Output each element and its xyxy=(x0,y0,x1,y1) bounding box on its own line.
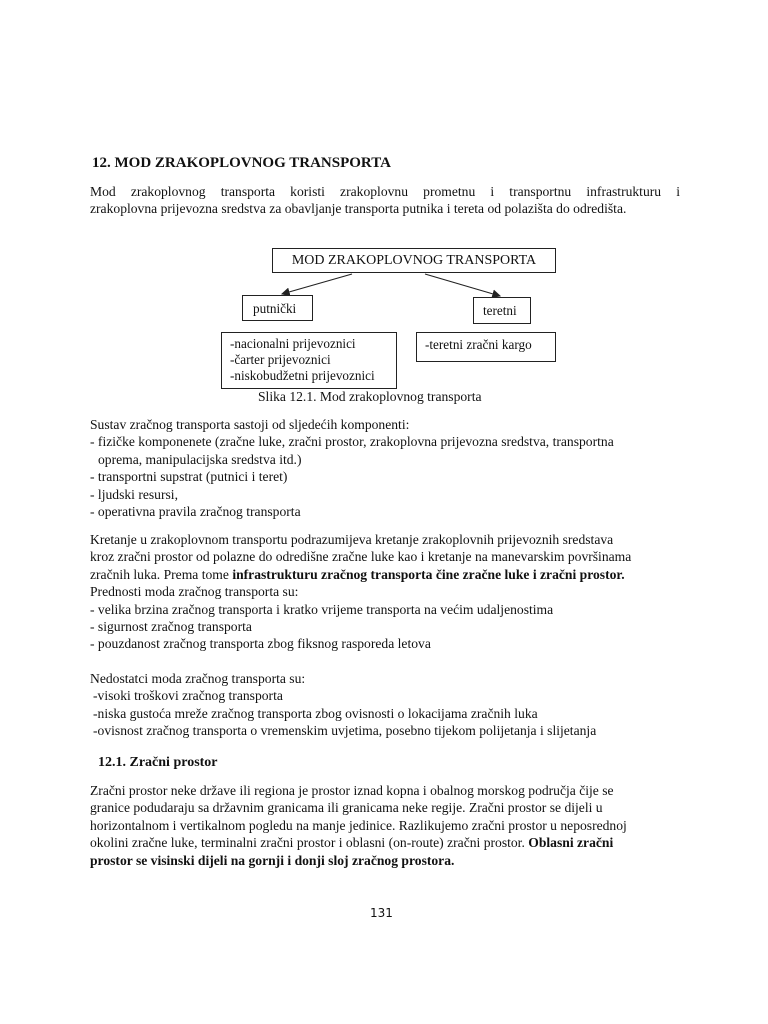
movement-paragraph xyxy=(90,531,680,653)
airspace-line-5 xyxy=(90,852,680,869)
movement-line-3 xyxy=(90,566,680,583)
component-item: - transportni supstrat (putnici i teret) xyxy=(90,469,288,485)
advantage-item: - pouzdanost zračnog transporta zbog fiksnog rasporeda letova xyxy=(90,636,431,652)
section-heading: 12. MOD ZRAKOPLOVNOG TRANSPORTA xyxy=(92,155,391,171)
component-item: - operativna pravila zračnog transporta xyxy=(90,504,301,520)
movement-line-1: Kretanje u zrakoplovnom transportu podrazumijeva kretanje zrakoplovnih prijevoznih sredstava xyxy=(90,532,614,547)
disadvantage-item: -ovisnost zračnog transporta o vremenskim uvjetima, posebno tijekom polijetanja i slijetanja xyxy=(93,723,597,739)
diagram-root-box: MOD ZRAKOPLOVNOG TRANSPORTA xyxy=(272,248,556,273)
figure-caption: Slika 12.1. Mod zrakoplovnog transporta xyxy=(258,389,482,404)
airspace-paragraph xyxy=(90,782,680,869)
disadvantages-intro: Nedostatci moda zračnog transporta su: xyxy=(90,671,306,686)
movement-line-2: kroz zračni prostor od polazne do odredišne zračne luke kao i kretanje na manevarskim površinama xyxy=(90,549,632,565)
arrow-to-passenger xyxy=(282,274,352,294)
advantage-item: - sigurnost zračnog transporta xyxy=(90,619,252,635)
page-number: 131 xyxy=(370,906,393,920)
disadvantage-item: -visoki troškovi zračnog transporta xyxy=(93,688,283,704)
airspace-line: horizontalnom i vertikalnom pogledu na manje jedinice. Razlikujemo zračni prostor u neposrednoj xyxy=(90,817,627,833)
passenger-item: -nacionalni prijevoznici xyxy=(230,336,356,351)
advantages-intro: Prednosti moda zračnog transporta su: xyxy=(90,584,299,600)
component-item: oprema, manipulacijska sredstva itd.) xyxy=(98,451,302,467)
airspace-emphasis-start: Oblasni zračni xyxy=(528,835,614,851)
diagram-passenger-box: putnički xyxy=(242,295,313,321)
airspace-line-4-text: okolini zračne luke, terminalni zračni prostor i oblasni (on-route) zračni prostor. xyxy=(90,835,529,851)
infrastructure-emphasis: infrastrukturu zračnog transporta čine zračne luke i zračni prostor. xyxy=(232,566,625,582)
disadvantages-paragraph xyxy=(90,670,680,740)
passenger-item: -niskobudžetni prijevoznici xyxy=(230,367,375,383)
diagram-cargo-box: teretni xyxy=(473,297,531,324)
diagram-cargo-list xyxy=(416,332,556,362)
component-item: - ljudski resursi, xyxy=(90,486,178,502)
cargo-item: -teretni zračni kargo xyxy=(425,337,532,352)
component-item: - fizičke komponenete (zračne luke, zračni prostor, zrakoplovna prijevozna sredstva, transportna xyxy=(90,434,614,450)
intro-line-2: zrakoplovna prijevozna sredstva za obavljanje transporta putnika i tereta od polazišta do odredišta. xyxy=(90,201,627,217)
airspace-line-4 xyxy=(90,834,680,851)
components-intro: Sustav zračnog transporta sastoji od sljedećih komponenti: xyxy=(90,417,410,432)
airspace-line: granice podudaraju sa državnim granicama ili granicama neke regije. Zračni prostor se dijeli u xyxy=(90,800,603,816)
airspace-line: Zračni prostor neke države ili regiona je prostor iznad kopna i obalnog morskog područja čije se xyxy=(90,783,614,798)
components-paragraph xyxy=(90,416,680,520)
arrow-to-cargo xyxy=(425,274,500,296)
intro-line-1: Mod zrakoplovnog transporta koristi zrakoplovnu prometnu i transportnu infrastrukturu i xyxy=(90,184,680,199)
passenger-item: -čarter prijevoznici xyxy=(230,351,331,367)
advantage-item: - velika brzina zračnog transporta i kratko vrijeme transporta na većim udaljenostima xyxy=(90,601,554,617)
movement-line-3-text: zračnih luka. Prema tome xyxy=(90,566,233,582)
diagram-passenger-list xyxy=(221,332,397,389)
subsection-heading: 12.1. Zračni prostor xyxy=(98,755,218,770)
disadvantage-item: -niska gustoća mreže zračnog transporta zbog ovisnosti o lokacijama zračnih luka xyxy=(93,705,538,721)
airspace-emphasis-end: prostor se visinski dijeli na gornji i donji sloj zračnog prostora. xyxy=(90,852,455,868)
